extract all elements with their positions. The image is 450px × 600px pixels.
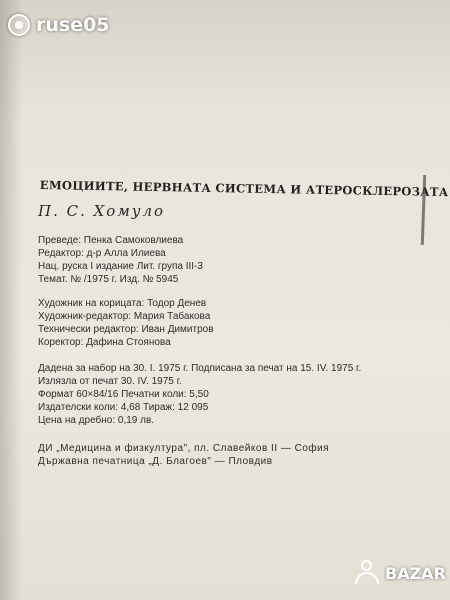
bazar-person-icon (352, 560, 382, 586)
watermark-logo-icon (8, 14, 30, 36)
credit-line: Преведе: Пенка Самоковлиева (38, 235, 184, 246)
credit-line: Нац. руска I издание Лит. група III-3 (38, 261, 203, 272)
printing-block (38, 362, 361, 427)
bazar-brand-name: BAZAR (385, 563, 446, 583)
artist-line: Коректор: Дафина Стоянова (38, 337, 171, 348)
credits-block (38, 234, 203, 286)
printing-line: Дадена за набор на 30. I. 1975 г. Подписана за печат на 15. IV. 1975 г. (38, 363, 362, 374)
credit-line: Темат. № /1975 г. Изд. № 5945 (38, 274, 179, 285)
watermark-site-name: ruse05 (36, 14, 110, 36)
printing-line: Цена на дребно: 0,19 лв. (38, 415, 155, 426)
site-watermark (8, 14, 110, 36)
publisher-line: ДИ „Медицина и физкултура", пл. Славейков II — София (38, 443, 330, 454)
book-author: П. С. Хомуло (38, 202, 166, 220)
bazar-watermark (352, 560, 446, 586)
printing-line: Излязла от печат 30. IV. 1975 г. (38, 376, 182, 387)
artists-block (38, 297, 214, 349)
artist-line: Технически редактор: Иван Димитров (38, 324, 214, 335)
artist-line: Художник-редактор: Мария Табакова (38, 311, 211, 322)
credit-line: Редактор: д-р Алла Илиева (38, 248, 166, 259)
printer-line: Държавна печатница „Д. Благоев" — Пловдив (38, 456, 273, 467)
publisher-block (38, 442, 329, 468)
printing-line: Формат 60×84/16 Печатни коли: 5,50 (38, 389, 209, 400)
printing-line: Издателски коли: 4,68 Тираж: 12 095 (38, 402, 209, 413)
page-shadow (0, 0, 22, 600)
book-title: ЕМОЦИИТЕ, НЕРВНАТА СИСТЕМА И АТЕРОСКЛЕРОЗАТА (39, 178, 449, 200)
artist-line: Художник на корицата: Тодор Денев (38, 298, 207, 309)
